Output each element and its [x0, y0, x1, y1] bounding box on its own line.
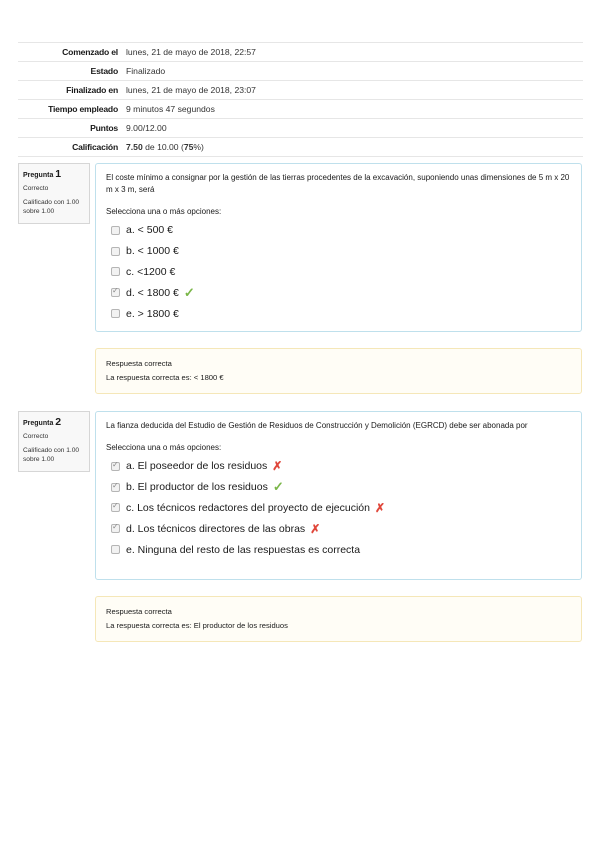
question-text: La fianza deducida del Estudio de Gestión de Residuos de Construcción y Demolición (EGRCD) debe ser abonada por [106, 421, 528, 430]
summary-row-started [18, 43, 583, 62]
checkbox[interactable] [111, 226, 120, 235]
checkbox[interactable] [111, 309, 120, 318]
summary-value: Finalizado [126, 66, 166, 76]
question-number-value: 2 [55, 416, 62, 428]
question-grade: Calificado con 1.00 sobre 1.00 [23, 447, 80, 463]
summary-value: 9 minutos 47 segundos [126, 104, 215, 114]
answer-option-d[interactable] [106, 518, 571, 539]
option-label: d. < 1800 € [126, 286, 179, 299]
answer-option-b[interactable] [106, 477, 571, 498]
option-label: d. Los técnicos directores de las obras [126, 522, 306, 535]
question-text: El coste mínimo a consignar por la gestión de las tierras procedentes de la excavación, suponiendo unas dimensiones de 5 m x 20 m x 3 m, será [106, 173, 570, 194]
option-label: a. < 500 € [126, 224, 173, 237]
option-label: c. <1200 € [126, 265, 176, 278]
question-2-feedback [95, 596, 582, 642]
question-number [23, 168, 85, 180]
option-label: e. > 1800 € [126, 307, 179, 320]
checkbox-checked[interactable] [111, 483, 120, 492]
incorrect-cross-icon: ✗ [272, 459, 283, 474]
grade-percent: 75 [183, 142, 194, 152]
summary-value: 9.00/12.00 [126, 123, 167, 133]
correct-check-icon: ✓ [183, 284, 195, 300]
question-1-content [95, 163, 582, 332]
option-label: e. Ninguna del resto de las respuestas es correcta [126, 543, 361, 556]
answer-option-c[interactable] [106, 262, 571, 283]
summary-row-state [18, 62, 583, 81]
summary-value: lunes, 21 de mayo de 2018, 22:57 [126, 47, 256, 57]
summary-label: Estado [90, 66, 118, 76]
question-prompt: Selecciona una o más opciones: [106, 443, 222, 452]
answer-option-e[interactable] [106, 539, 571, 560]
feedback-title: Respuesta correcta [106, 607, 172, 616]
summary-label: Finalizado en [66, 85, 118, 95]
summary-row-grade [18, 138, 583, 157]
checkbox[interactable] [111, 545, 120, 554]
checkbox-checked[interactable] [111, 524, 120, 533]
question-prompt: Selecciona una o más opciones: [106, 207, 222, 216]
correct-check-icon: ✓ [272, 479, 284, 495]
feedback-answer: La respuesta correcta es: < 1800 € [106, 373, 224, 383]
answer-option-e[interactable] [106, 303, 571, 324]
attempt-summary-table [18, 42, 583, 157]
answer-option-a[interactable] [106, 456, 571, 477]
question-grade: Calificado con 1.00 sobre 1.00 [23, 199, 80, 215]
checkbox-checked[interactable] [111, 288, 120, 297]
feedback-answer: La respuesta correcta es: El productor de los residuos [106, 621, 288, 631]
checkbox-checked[interactable] [111, 503, 120, 512]
question-number [23, 416, 85, 428]
answer-option-c[interactable] [106, 498, 571, 519]
summary-row-time [18, 100, 583, 119]
summary-label: Comenzado el [62, 47, 118, 57]
question-2-info [18, 411, 90, 472]
answer-option-b[interactable] [106, 241, 571, 262]
grade-mid: de 10.00 ( [142, 142, 184, 152]
question-state: Correcto [23, 185, 49, 192]
summary-row-finished [18, 81, 583, 100]
summary-label: Puntos [90, 123, 118, 133]
question-2-content [95, 411, 582, 580]
summary-label: Calificación [72, 142, 118, 152]
option-label: b. < 1000 € [126, 245, 179, 258]
summary-grade-value [124, 138, 583, 157]
question-label: Pregunta [23, 172, 54, 179]
summary-row-points [18, 119, 583, 138]
answer-option-d[interactable] [106, 282, 571, 303]
answer-options [106, 456, 571, 560]
grade-end: %) [193, 142, 204, 152]
summary-label: Tiempo empleado [48, 104, 118, 114]
answer-options [106, 220, 571, 324]
checkbox[interactable] [111, 267, 120, 276]
incorrect-cross-icon: ✗ [310, 521, 321, 536]
answer-option-a[interactable] [106, 220, 571, 241]
summary-value: lunes, 21 de mayo de 2018, 23:07 [126, 85, 256, 95]
checkbox[interactable] [111, 247, 120, 256]
grade-score: 7.50 [126, 142, 143, 152]
option-label: a. El poseedor de los residuos [126, 460, 268, 473]
incorrect-cross-icon: ✗ [374, 500, 386, 515]
question-1-info [18, 163, 90, 224]
option-label: b. El productor de los residuos [126, 481, 268, 494]
question-label: Pregunta [23, 420, 54, 427]
feedback-title: Respuesta correcta [106, 359, 172, 368]
question-number-value: 1 [55, 168, 62, 180]
question-state: Correcto [23, 433, 49, 440]
option-label: c. Los técnicos redactores del proyecto de ejecución [126, 501, 370, 514]
question-1-feedback [95, 348, 582, 394]
checkbox-checked[interactable] [111, 462, 120, 471]
